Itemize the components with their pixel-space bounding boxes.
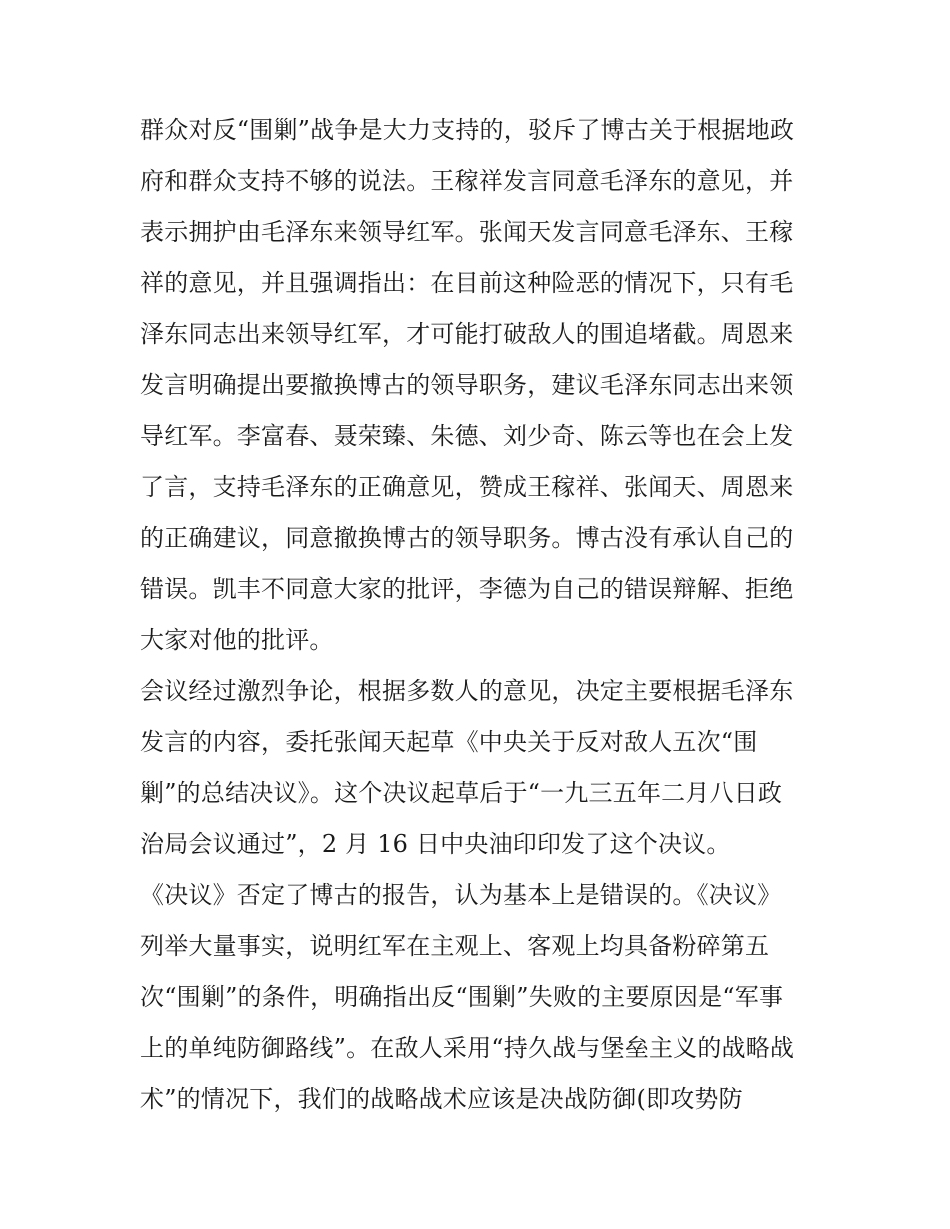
text-line: 剿”的总结决议》。这个决议起草后于“一九三五年二月八日政 [140, 779, 783, 807]
text-line: 术”的情况下，我们的战略战术应该是决战防御(即攻势防 [140, 1085, 743, 1113]
text-line: 治局会议通过”，2 月 16 日中央油印印发了这个决议。 [140, 830, 731, 858]
text-line: 次“围剿”的条件，明确指出反“围剿”失败的主要原因是“军事 [140, 983, 784, 1011]
text-line: 表示拥护由毛泽东来领导红军。张闻天发言同意毛泽东、王稼 [140, 218, 794, 246]
text-line: 祥的意见，并且强调指出：在目前这种险恶的情况下，只有毛 [140, 269, 794, 297]
document-body [140, 105, 820, 1125]
text-line: 导红军。李富春、聂荣臻、朱德、刘少奇、陈云等也在会上发 [140, 422, 794, 450]
text-line: 群众对反“围剿”战争是大力支持的，驳斥了博古关于根据地政 [140, 116, 795, 144]
text-line: 会议经过激烈争论，根据多数人的意见，决定主要根据毛泽东 [140, 677, 794, 705]
text-line: 上的单纯防御路线”。在敌人采用“持久战与堡垒主义的战略战 [140, 1034, 795, 1062]
text-line: 府和群众支持不够的说法。王稼祥发言同意毛泽东的意见，并 [140, 167, 794, 195]
text-line: 发言的内容，委托张闻天起草《中央关于反对敌人五次“围 [140, 728, 758, 756]
text-line: 的正确建议，同意撤换博古的领导职务。博古没有承认自己的 [140, 524, 794, 552]
text-line: 泽东同志出来领导红军，才可能打破敌人的围追堵截。周恩来 [140, 320, 794, 348]
text-line: 列举大量事实，说明红军在主观上、客观上均具备粉碎第五 [140, 932, 770, 960]
text-line: 大家对他的批评。 [140, 626, 334, 654]
text-line: 错误。凯丰不同意大家的批评，李德为自己的错误辩解、拒绝 [140, 575, 794, 603]
text-line: 发言明确提出要撤换博古的领导职务，建议毛泽东同志出来领 [140, 371, 794, 399]
text-line: 《决议》否定了博古的报告，认为基本上是错误的。《决议》 [140, 881, 782, 909]
text-line: 了言，支持毛泽东的正确意见，赞成王稼祥、张闻天、周恩来 [140, 473, 794, 501]
